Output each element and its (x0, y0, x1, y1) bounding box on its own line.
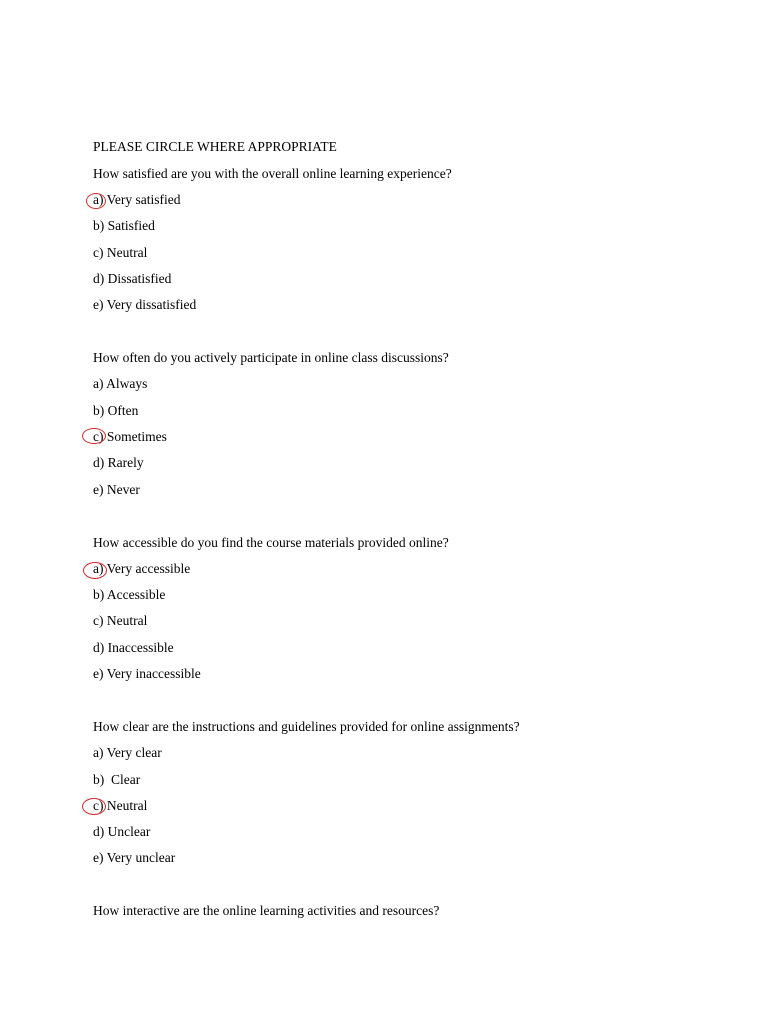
question-3-option-c[interactable]: c) Neutral (93, 613, 148, 628)
question-4-option-d[interactable]: d) Unclear (93, 824, 151, 839)
question-2-option-d[interactable]: d) Rarely (93, 455, 144, 470)
question-2-option-b[interactable]: b) Often (93, 403, 139, 418)
question-4-option-a[interactable]: a) Very clear (93, 745, 162, 760)
question-4-text: How clear are the instructions and guidelines provided for online assignments? (93, 719, 520, 734)
question-4-option-c[interactable]: c) Neutral (93, 798, 148, 813)
question-3-option-e[interactable]: e) Very inaccessible (93, 666, 201, 681)
question-2-option-e[interactable]: e) Never (93, 482, 140, 497)
survey-heading: PLEASE CIRCLE WHERE APPROPRIATE (93, 139, 337, 154)
question-4-option-e[interactable]: e) Very unclear (93, 850, 176, 865)
question-2-text: How often do you actively participate in online class discussions? (93, 350, 449, 365)
question-4-option-b[interactable]: b) Clear (93, 772, 141, 787)
question-2-option-a[interactable]: a) Always (93, 376, 148, 391)
question-3-text: How accessible do you find the course materials provided online? (93, 535, 449, 550)
question-1-option-b[interactable]: b) Satisfied (93, 218, 155, 233)
question-1-option-d[interactable]: d) Dissatisfied (93, 271, 172, 286)
question-2-option-c[interactable]: c) Sometimes (93, 429, 167, 444)
question-5-text: How interactive are the online learning activities and resources? (93, 903, 440, 918)
question-3-option-a[interactable]: a) Very accessible (93, 561, 191, 576)
question-1-option-e[interactable]: e) Very dissatisfied (93, 297, 197, 312)
question-1-text: How satisfied are you with the overall online learning experience? (93, 166, 452, 181)
question-1-option-c[interactable]: c) Neutral (93, 245, 148, 260)
question-3-option-b[interactable]: b) Accessible (93, 587, 166, 602)
question-3-option-d[interactable]: d) Inaccessible (93, 640, 174, 655)
question-1-option-a[interactable]: a) Very satisfied (93, 192, 181, 207)
